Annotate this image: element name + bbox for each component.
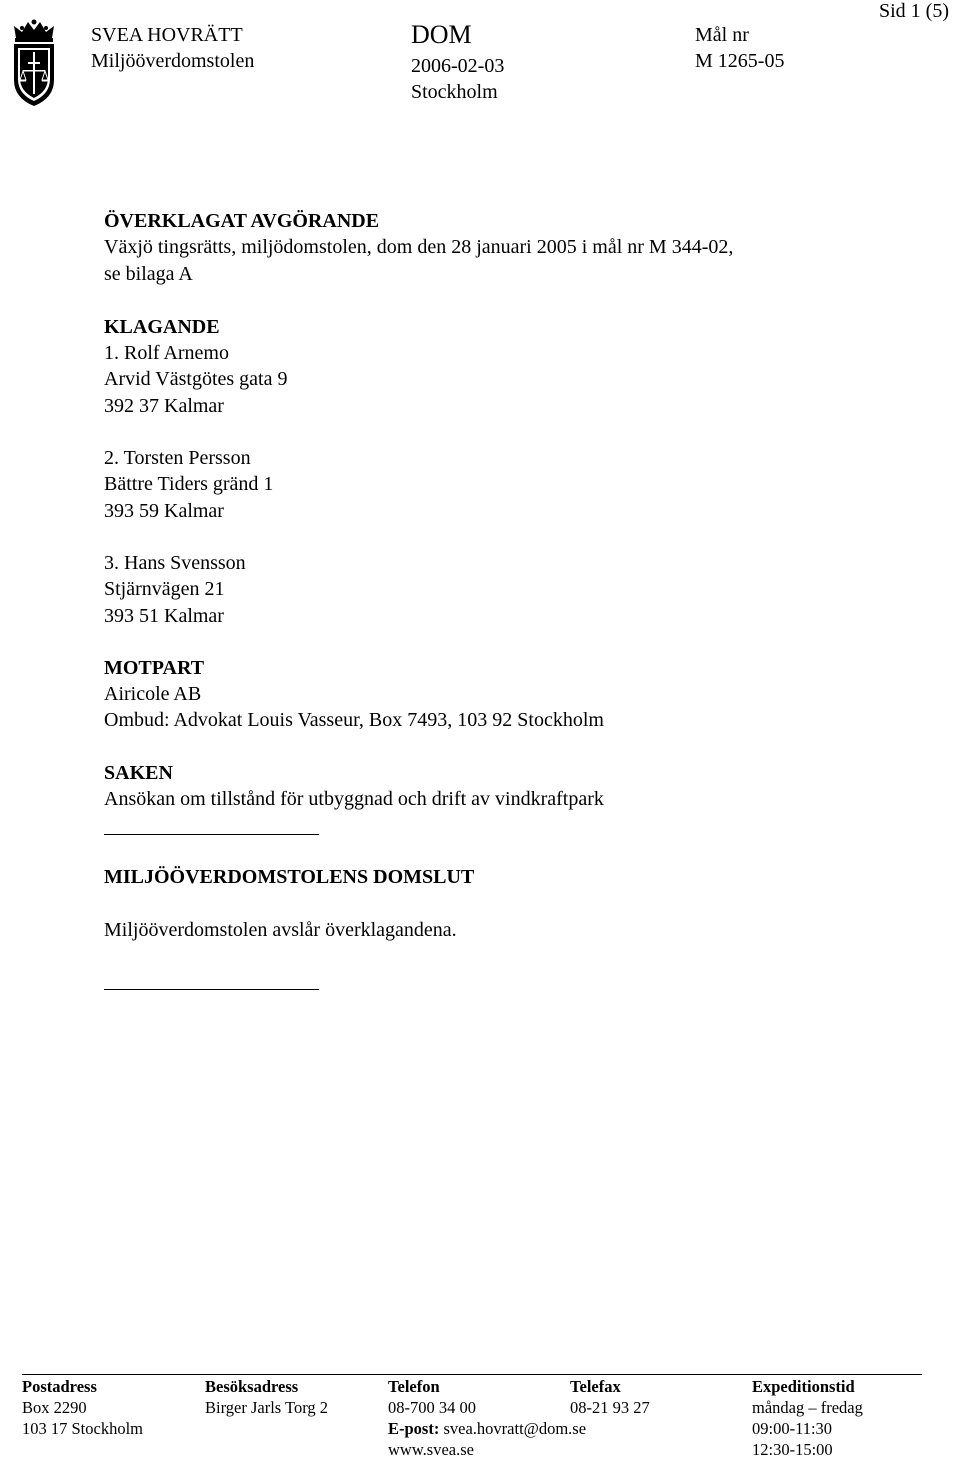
footer-email — [388, 1418, 586, 1439]
footer-phone-line-1: 08-700 34 00 — [388, 1398, 476, 1417]
footer-fax-line-1: 08-21 93 27 — [570, 1398, 650, 1417]
appellant-2-postal: 393 59 Kalmar — [104, 500, 224, 522]
counterparty-name: Airicole AB — [104, 683, 202, 705]
court-coat-of-arms-logo — [6, 18, 62, 108]
page-indicator: Sid 1 (5) — [879, 0, 949, 22]
appellant-3-street: Stjärnvägen 21 — [104, 578, 225, 600]
appellant-1-name: 1. Rolf Arnemo — [104, 342, 229, 364]
appealed-decision-heading: ÖVERKLAGAT AVGÖRANDE — [104, 210, 380, 232]
appealed-decision-line-2: se bilaga A — [104, 263, 193, 285]
footer-fax-heading: Telefax — [570, 1377, 621, 1396]
ruling-heading: MILJÖÖVERDOMSTOLENS DOMSLUT — [104, 866, 475, 888]
footer-web-link[interactable]: www.svea.se — [388, 1440, 474, 1459]
department-name: Miljööverdomstolen — [91, 50, 255, 72]
appellants-heading: KLAGANDE — [104, 316, 220, 338]
footer-hours-line-3: 12:30-15:00 — [752, 1440, 833, 1459]
document-city: Stockholm — [411, 81, 498, 103]
appealed-decision-line-1: Växjö tingsrätts, miljödomstolen, dom den 28 januari 2005 i mål nr M 344-02, — [104, 236, 734, 258]
appellant-1-postal: 392 37 Kalmar — [104, 395, 224, 417]
matter-text: Ansökan om tillstånd för utbyggnad och drift av vindkraftpark — [104, 788, 604, 810]
appellant-2-street: Bättre Tiders gränd 1 — [104, 473, 274, 495]
footer-email-link[interactable]: svea.hovratt@dom.se — [443, 1419, 587, 1438]
document-date: 2006-02-03 — [411, 55, 505, 77]
appellant-2-name: 2. Torsten Persson — [104, 447, 251, 469]
document-type: DOM — [411, 20, 472, 49]
appellant-3-name: 3. Hans Svensson — [104, 552, 246, 574]
footer-postal-line-1: Box 2290 — [22, 1398, 87, 1417]
footer-visit-heading: Besöksadress — [205, 1377, 299, 1396]
ruling-divider — [104, 989, 319, 990]
case-number: M 1265-05 — [695, 50, 785, 72]
court-name: SVEA HOVRÄTT — [91, 24, 243, 46]
footer-hours-heading: Expeditionstid — [752, 1377, 855, 1396]
footer-visit-line-1: Birger Jarls Torg 2 — [205, 1398, 329, 1417]
matter-heading: SAKEN — [104, 762, 173, 784]
footer-postal-line-2: 103 17 Stockholm — [22, 1419, 144, 1438]
footer-rule — [22, 1374, 922, 1375]
counterparty-heading: MOTPART — [104, 657, 205, 679]
appellant-1-street: Arvid Västgötes gata 9 — [104, 368, 288, 390]
case-number-label: Mål nr — [695, 24, 749, 46]
counterparty-counsel: Ombud: Advokat Louis Vasseur, Box 7493, 103 92 Stockholm — [104, 709, 604, 731]
appellant-3-postal: 393 51 Kalmar — [104, 605, 224, 627]
footer-postal-heading: Postadress — [22, 1377, 97, 1396]
footer-email-label: E-post: — [388, 1419, 440, 1438]
footer-phone-heading: Telefon — [388, 1377, 440, 1396]
footer-hours-line-1: måndag – fredag — [752, 1398, 863, 1417]
footer-hours-line-2: 09:00-11:30 — [752, 1419, 833, 1438]
section-divider — [104, 834, 319, 835]
ruling-text: Miljööverdomstolen avslår överklagandena. — [104, 919, 457, 941]
